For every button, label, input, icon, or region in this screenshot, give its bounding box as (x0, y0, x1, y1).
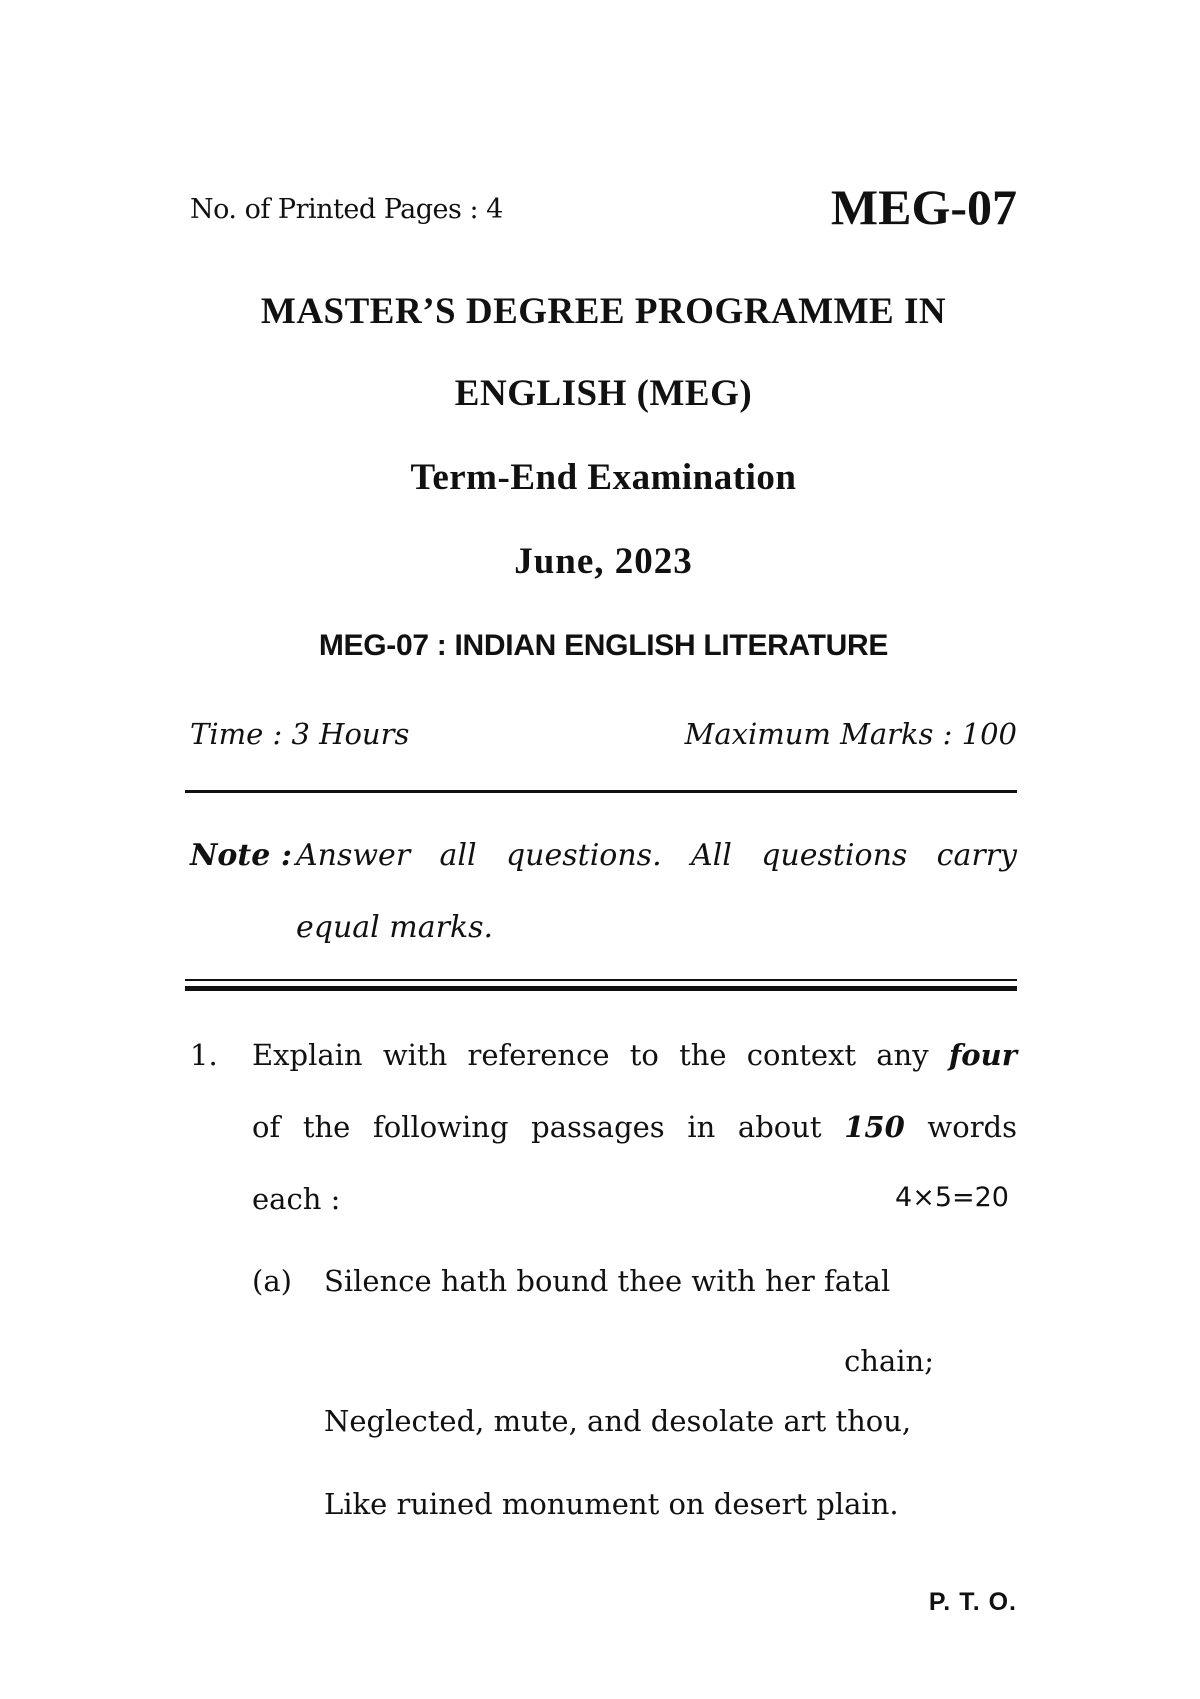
divider-rule (185, 790, 1017, 793)
printed-pages-count: No. of Printed Pages : 4 (190, 194, 503, 225)
please-turn-over: P. T. O. (928, 1588, 1017, 1616)
question-text: of the following passages in about (252, 1110, 845, 1144)
sub-question-label: (a) (252, 1264, 292, 1298)
question-text: each : (252, 1182, 341, 1216)
note-label: Note : (190, 838, 292, 873)
passage-line: Like ruined monument on desert plain. (324, 1487, 899, 1521)
double-rule-bottom (185, 986, 1017, 991)
question-text: Explain with reference to the context any (252, 1038, 949, 1072)
passage-line: Silence hath bound thee with her fatal (324, 1264, 891, 1298)
question-number: 1. (190, 1038, 218, 1072)
double-rule-top (185, 979, 1017, 981)
programme-title-line2: ENGLISH (MEG) (454, 373, 753, 414)
course-code: MEG-07 (830, 179, 1017, 235)
exam-meta-row (190, 717, 1017, 757)
note-text-line1: Answer all questions. All questions carry (296, 838, 1017, 873)
marks-allocation: 4×5=20 (895, 1182, 1009, 1213)
passage-line: Neglected, mute, and desolate art thou, (324, 1404, 912, 1438)
question-emphasis-count: four (948, 1038, 1017, 1072)
exam-session: June, 2023 (514, 541, 693, 582)
maximum-marks: Maximum Marks : 100 (684, 717, 1017, 751)
question-text-line3 (252, 1182, 1017, 1216)
header-row (190, 179, 1017, 246)
question-emphasis-words: 150 (844, 1110, 905, 1144)
note-text-line2: equal marks. (296, 910, 494, 945)
question-text-line2 (252, 1110, 1017, 1144)
question-text-line1 (252, 1038, 1017, 1072)
time-allowed: Time : 3 Hours (190, 717, 410, 751)
question-text: words (904, 1110, 1018, 1144)
programme-title-line1: MASTER’S DEGREE PROGRAMME IN (260, 291, 947, 332)
paper-title: MEG-07 : INDIAN ENGLISH LITERATURE (318, 629, 889, 662)
exam-name: Term-End Examination (410, 457, 797, 498)
passage-line-continuation: chain; (844, 1344, 934, 1378)
